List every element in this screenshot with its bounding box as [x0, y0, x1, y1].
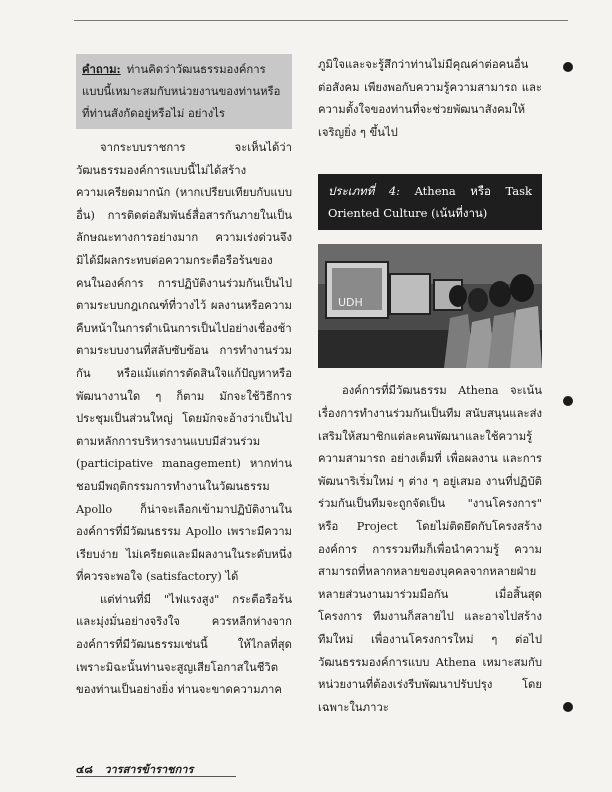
question-box	[76, 54, 292, 129]
body-paragraph: แต่ท่านที่มี "ไฟแรงสูง" กระตือรือร้นและมุ่งมั่นอย่างจริงใจ ควรหลีกห่างจากองค์การที่มีวัฒนธรรมเช่นนี้ ให้ไกลที่สุด เพราะมิฉะนั้นท่านจะสูญเสียโอกาสในชีวิตของท่านเป็นอย่างยิ่ง ท่านจะขาดความภาค	[76, 592, 292, 697]
body-paragraph: ภูมิใจและจะรู้สึกว่าท่านไม่มีคุณค่าต่อคนอื่น ต่อสังคม เพียงพอกับความรู้ความสามารถ และความตั้งใจของท่านที่จะช่วยพัฒนาสังคมให้เจริญยิ่ง ๆ ขึ้นไป	[318, 58, 542, 139]
body-paragraph: จากระบบราชการ จะเห็นได้ว่า วัฒนธรรมองค์การแบบนี้ไม่ได้สร้างความเครียดมากนัก (หากเปรียบเทียบกับแบบอื่น) การติดต่อสัมพันธ์สื่อสารกันภายในเป็นลักษณะทางการอย่างมาก ความเร่งด่วนจึงมิได้มีผลกระทบต่อความกระตือรือร้นของคนในองค์การ การปฏิบัติงานร่วมกันเป็นไปตามระบบกฎเกณฑ์ที่วางไว้ ผลงานหรือความคืบหน้าในการดำเนินการเป็นไปอย่างเชื่องช้าตามระบบงานที่สลับซับซ้อน การทำงานร่วมกัน หรือแม้แต่การตัดสินใจแก้ปัญหาหรือพัฒนางานใด ๆ ก็ตาม มักจะใช้วิธีการประชุมเป็นส่วนใหญ่ โดยมักจะอ้างว่าเป็นไปตามหลักการบริหารงานแบบมีส่วนร่วม (participative management) หากท่านชอบมีพฤติกรรมการทำงานในวัฒนธรรม Apollo ก็น่าจะเลือกเข้ามาปฏิบัติงานในองค์การที่มีวัฒนธรรม Apollo เพราะมีความเรียบง่าย ไม่เครียดและมีผลงานในระดับหนึ่งที่ควรจะพอใจ (satisfactory) ได้	[76, 141, 292, 584]
question-text: ท่านคิดว่าวัฒนธรรมองค์การแบบนี้เหมาะสมกับหน่วยงานของท่านหรือที่ท่านสังกัดอยู่หรือไม่ อย่างไร	[82, 63, 281, 120]
page-footer	[76, 760, 236, 776]
office-team-photo	[318, 244, 542, 368]
left-column	[76, 54, 292, 702]
journal-title: วารสารข้าราชการ	[104, 763, 194, 776]
footer-rule	[76, 776, 236, 777]
binder-hole	[563, 702, 573, 712]
section-heading-text: Athena หรือ Task Oriented Culture (เน้นที่งาน)	[328, 184, 532, 221]
right-column	[318, 54, 542, 719]
binder-hole	[563, 62, 573, 72]
top-rule	[74, 20, 568, 21]
body-paragraph: องค์การที่มีวัฒนธรรม Athena จะเน้นเรื่องการทำงานร่วมกันเป็นทีม สนับสนุนและส่งเสริมให้สมาชิกแต่ละคนพัฒนาและใช้ความรู้ ความสามารถ อย่างเต็มที่ เพื่อผลงาน และการพัฒนาริเริ่มใหม่ ๆ ต่าง ๆ อยู่เสมอ งานที่ปฏิบัติร่วมกันเป็นทีมจะถูกจัดเป็น "งานโครงการ" หรือ Project โดยไม่ติดยึดกับโครงสร้างองค์การ การรวมทีมก็เพื่อนำความรู้ ความสามารถที่หลากหลายของบุคคลจากหลายฝ่าย หลายส่วนงานมาร่วมมือกัน เมื่อสิ้นสุดโครงการ ทีมงานก็สลายไป และอาจไปสร้างทีมใหม่ เพื่องานโครงการใหม่ ๆ ต่อไป วัฒนธรรมองค์การแบบ Athena เหมาะสมกับหน่วยงานที่ต้องเร่งรีบพัฒนาปรับปรุง โดยเฉพาะในภาวะ	[318, 384, 542, 714]
binder-hole	[563, 396, 573, 406]
monitor-label: UDH	[338, 296, 363, 310]
page-number: ๔๘	[76, 763, 93, 776]
question-label: คำถาม:	[82, 62, 121, 76]
section-heading	[318, 174, 542, 230]
section-heading-number: ประเภทที่ 4:	[328, 184, 401, 199]
